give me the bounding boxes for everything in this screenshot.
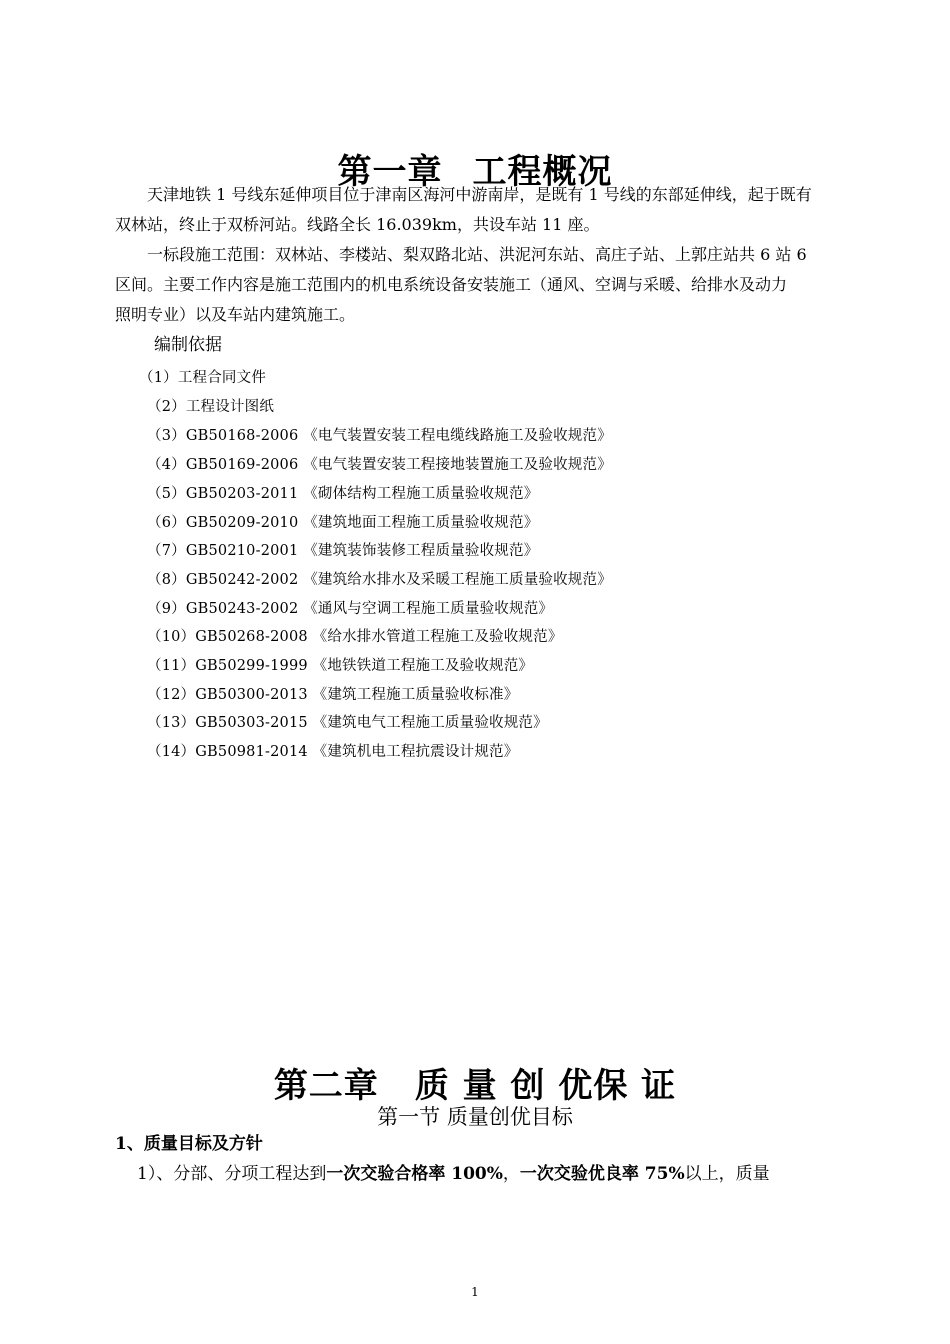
overview-para-1-line-2: 双林站，终止于双桥河站。线路全长 16.039km，共设车站 11 座。	[115, 215, 600, 234]
reference-item: （1）工程合同文件	[139, 370, 267, 386]
overview-para-1-line-1: 天津地铁 1 号线东延伸项目位于津南区海河中游南岸，是既有 1 号线的东部延伸线，起于既有	[147, 185, 812, 204]
quality-goal-prefix: 1）、分部、分项工程达到	[137, 1164, 327, 1184]
quality-goal-line	[137, 1159, 770, 1189]
reference-item: （10）GB50268-2008 《给水排水管道工程施工及验收规范》	[147, 629, 563, 645]
reference-item: （12）GB50300-2013 《建筑工程施工质量验收标准》	[147, 687, 519, 703]
chapter-2-name: 质 量 创 优保 证	[414, 1066, 677, 1106]
chapter-2-number: 第二章	[273, 1066, 379, 1106]
reference-item: （13）GB50303-2015 《建筑电气工程施工质量验收规范》	[147, 715, 548, 731]
pass-rate-text: 一次交验合格率 100%	[326, 1164, 503, 1184]
section-title: 第一节 质量创优目标	[377, 1105, 573, 1129]
reference-item: （4）GB50169-2006 《电气装置安装工程接地装置施工及验收规范》	[147, 457, 612, 473]
reference-item: （8）GB50242-2002 《建筑给水排水及采暖工程施工质量验收规范》	[147, 572, 612, 588]
reference-item: （3）GB50168-2006 《电气装置安装工程电缆线路施工及验收规范》	[147, 428, 612, 444]
overview-para-2-line-3: 照明专业）以及车站内建筑施工。	[115, 305, 356, 324]
reference-item: （5）GB50203-2011 《砌体结构工程施工质量验收规范》	[147, 486, 539, 502]
chapter-1-number: 第一章	[337, 152, 443, 192]
chapter-1-name: 工程概况	[472, 152, 613, 192]
reference-item: （6）GB50209-2010 《建筑地面工程施工质量验收规范》	[147, 515, 539, 531]
reference-item: （2）工程设计图纸	[147, 399, 275, 415]
reference-item: （11）GB50299-1999 《地铁铁道工程施工及验收规范》	[147, 658, 534, 674]
chapter-2-title	[0, 1058, 950, 1107]
reference-item: （14）GB50981-2014 《建筑机电工程抗震设计规范》	[147, 744, 519, 760]
quality-goal-separator: ，	[502, 1164, 520, 1184]
reference-item: （9）GB50243-2002 《通风与空调工程施工质量验收规范》	[147, 601, 554, 617]
page-number: 1	[471, 1285, 479, 1299]
subsection-heading: 1、质量目标及方针	[115, 1134, 263, 1154]
basis-heading: 编制依据	[154, 335, 222, 355]
overview-para-2-line-2: 区间。主要工作内容是施工范围内的机电系统设备安装施工（通风、空调与采暖、给排水及动力	[115, 275, 788, 294]
quality-goal-suffix: 以上，质量	[684, 1164, 770, 1184]
excellent-rate-text: 一次交验优良率 75%	[519, 1164, 685, 1184]
reference-item: （7）GB50210-2001 《建筑装饰装修工程质量验收规范》	[147, 543, 539, 559]
overview-para-2-line-1: 一标段施工范围：双林站、李楼站、梨双路北站、洪泥河东站、高庄子站、上郭庄站共 6 站 6	[147, 245, 807, 264]
